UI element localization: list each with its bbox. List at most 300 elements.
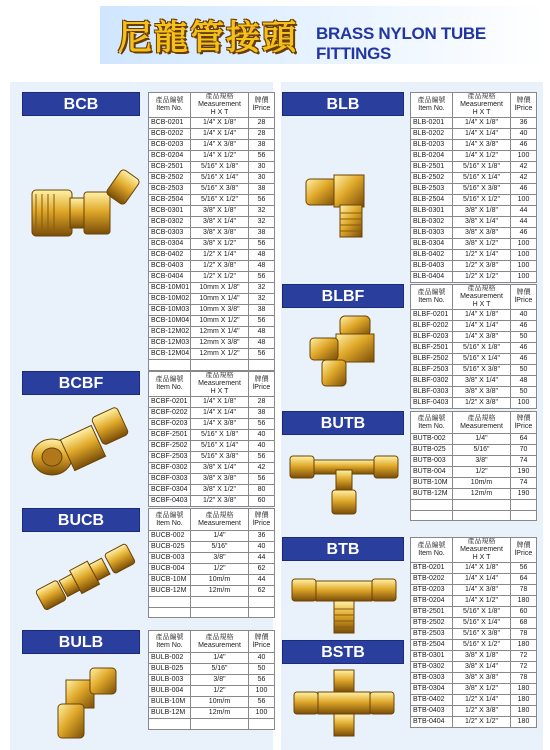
price-cell: 190 — [511, 489, 537, 500]
table-row — [149, 708, 275, 719]
item-no-cell: BLB-2504 — [411, 195, 453, 206]
butb-table-header-row — [411, 412, 537, 434]
price-cell: 60 — [249, 496, 275, 507]
price-cell: 100 — [511, 261, 537, 272]
item-no-cell: BULB-025 — [149, 664, 191, 675]
price-cell: 62 — [249, 586, 275, 597]
price-cell: 100 — [249, 686, 275, 697]
item-no-cell: BLBF-0403 — [411, 398, 453, 409]
table-row — [411, 343, 537, 354]
item-no-cell: BCBF-2503 — [149, 452, 191, 463]
measurement-cell: 5/16" X 3/8" — [453, 184, 511, 195]
header-item-no — [411, 285, 453, 310]
bstb-fitting-photo — [290, 668, 400, 740]
measurement-cell: 1/4" — [453, 434, 511, 445]
table-row — [149, 250, 275, 261]
price-cell: 46 — [511, 343, 537, 354]
measurement-cell: 5/16" — [191, 542, 249, 553]
blb-fitting-photo — [300, 155, 390, 245]
measurement-cell: 3/8" X 3/8" — [453, 673, 511, 684]
bulb-table — [148, 630, 275, 730]
item-no-cell: BCB-0402 — [149, 250, 191, 261]
item-no-cell: BLBF-2501 — [411, 343, 453, 354]
item-no-cell: BLBF-2502 — [411, 354, 453, 365]
table-row — [149, 228, 275, 239]
header-price — [511, 538, 537, 563]
measurement-cell: 5/16" X 1/8" — [191, 162, 249, 173]
price-cell: 48 — [249, 327, 275, 338]
price-cell: 60 — [511, 607, 537, 618]
measurement-cell: 5/16" X 1/2" — [453, 195, 511, 206]
bcbf-table-header-row — [149, 372, 275, 397]
header-measurement — [453, 285, 511, 310]
price-cell: 180 — [511, 596, 537, 607]
table-row — [411, 217, 537, 228]
empty-cell — [191, 607, 249, 618]
measurement-en: Measurement — [198, 519, 241, 527]
header-price — [249, 93, 275, 118]
item-no-cell: BCB-0203 — [149, 140, 191, 151]
empty-row — [411, 510, 537, 521]
item-no-cell: BCBF-0302 — [149, 463, 191, 474]
item-no-cell: BLB-0204 — [411, 151, 453, 162]
btb-table-header-row — [411, 538, 537, 563]
table-row — [149, 408, 275, 419]
measurement-cell: 1/2" — [191, 686, 249, 697]
item-no-cell: BUCB-002 — [149, 531, 191, 542]
price-cell: 180 — [511, 684, 537, 695]
measurement-cell: 3/8" X 1/8" — [453, 651, 511, 662]
bucb-fitting-photo — [30, 540, 140, 612]
item-no-cell: BLBF-0202 — [411, 321, 453, 332]
price-cell: 38 — [249, 140, 275, 151]
item-no-cell: BUTB-004 — [411, 467, 453, 478]
item-no-cell: BCB-0202 — [149, 129, 191, 140]
table-row — [411, 596, 537, 607]
measurement-zh: 產品規格 — [205, 93, 234, 100]
header-item-no — [411, 538, 453, 563]
price-cell: 50 — [511, 365, 537, 376]
section-bucb-banner: BUCB — [22, 508, 140, 532]
item-no-cell: BCBF-0203 — [149, 419, 191, 430]
price-cell: 38 — [249, 408, 275, 419]
table-row — [149, 697, 275, 708]
measurement-cell: 10mm X 1/4" — [191, 294, 249, 305]
table-row — [411, 489, 537, 500]
item-no-cell: BLB-2503 — [411, 184, 453, 195]
measurement-cell: 3/8" X 1/4" — [453, 662, 511, 673]
item-no-zh: 產品編號 — [155, 511, 184, 519]
item-no-cell: BLBF-0201 — [411, 310, 453, 321]
measurement-cell: 1/4" X 3/8" — [453, 585, 511, 596]
empty-cell — [249, 607, 275, 618]
price-cell: 32 — [249, 217, 275, 228]
blb-table-header-row — [411, 93, 537, 118]
item-no-cell: BCBF-2502 — [149, 441, 191, 452]
bucb-table — [148, 508, 275, 618]
item-no-zh: 產品編號 — [417, 542, 446, 549]
measurement-cell: 1/2" X 3/8" — [191, 261, 249, 272]
measurement-cell: 3/8" — [191, 553, 249, 564]
measurement-cell: 5/16" X 1/2" — [453, 640, 511, 651]
measurement-cell: 5/16" — [191, 664, 249, 675]
butb-fitting-photo — [286, 440, 402, 520]
item-no-cell: BUCB-12M — [149, 586, 191, 597]
table-row — [149, 496, 275, 507]
measurement-cell: 10mm X 3/8" — [191, 305, 249, 316]
measurement-cell: 10m/m — [191, 697, 249, 708]
table-row — [149, 162, 275, 173]
price-cell: 46 — [511, 354, 537, 365]
measurement-cell: 1/2" X 1/2" — [191, 272, 249, 283]
item-no-cell: BUTB-003 — [411, 456, 453, 467]
price-cell: 32 — [249, 283, 275, 294]
measurement-cell: 10m/m — [191, 575, 249, 586]
measurement-cell: 3/8" X 1/4" — [191, 463, 249, 474]
table-row — [411, 376, 537, 387]
table-row — [411, 173, 537, 184]
price-zh: 牌價 — [516, 414, 531, 422]
table-row — [411, 387, 537, 398]
table-row — [149, 531, 275, 542]
measurement-cell: 1/2" X 3/8" — [453, 398, 511, 409]
price-cell: 56 — [511, 563, 537, 574]
table-row — [411, 250, 537, 261]
measurement-cell: 1/4" X 1/8" — [453, 310, 511, 321]
item-no-zh: 產品編號 — [417, 289, 446, 296]
measurement-cell: 1/2" X 1/4" — [453, 250, 511, 261]
blbf-table-header-row — [411, 285, 537, 310]
table-row — [149, 474, 275, 485]
measurement-cell: 5/16" X 1/4" — [453, 173, 511, 184]
price-cell: 56 — [249, 675, 275, 686]
item-no-cell: BCB-0303 — [149, 228, 191, 239]
item-no-cell: BTB-2502 — [411, 618, 453, 629]
item-no-en: Item No. — [418, 105, 445, 112]
table-row — [149, 575, 275, 586]
measurement-zh: 產品規格 — [467, 414, 496, 422]
price-cell: 74 — [511, 478, 537, 489]
price-cell: 78 — [511, 585, 537, 596]
measurement-zh: 產品規格 — [467, 285, 496, 292]
item-no-cell: BCB-12M02 — [149, 327, 191, 338]
header-price — [511, 93, 537, 118]
item-no-cell: BUTB-10M — [411, 478, 453, 489]
measurement-cell: 1/2" X 3/8" — [453, 706, 511, 717]
measurement-dim: H X T — [472, 301, 491, 308]
measurement-cell: 12m/m — [191, 708, 249, 719]
price-zh: 牌價 — [254, 633, 269, 641]
item-no-cell: BCBF-2501 — [149, 430, 191, 441]
item-no-cell: BLB-0201 — [411, 118, 453, 129]
empty-row — [149, 607, 275, 618]
item-no-cell: BTB-0202 — [411, 574, 453, 585]
price-en: lPrice — [252, 519, 271, 527]
price-cell: 74 — [511, 456, 537, 467]
price-cell: 46 — [511, 321, 537, 332]
empty-row — [149, 597, 275, 608]
measurement-cell: 3/8" — [191, 675, 249, 686]
table-row — [411, 434, 537, 445]
measurement-dim: H X T — [210, 109, 229, 116]
table-row — [149, 553, 275, 564]
price-cell: 40 — [249, 441, 275, 452]
price-cell: 68 — [511, 618, 537, 629]
item-no-cell: BLB-0203 — [411, 140, 453, 151]
measurement-en: Measurement — [198, 101, 241, 108]
measurement-cell: 5/16" X 3/8" — [191, 452, 249, 463]
item-no-cell: BULB-004 — [149, 686, 191, 697]
price-cell: 42 — [249, 463, 275, 474]
measurement-zh: 產品規格 — [467, 93, 496, 100]
header-price — [511, 412, 537, 434]
table-row — [411, 662, 537, 673]
empty-cell — [191, 719, 249, 730]
measurement-cell: 1/4" X 3/8" — [191, 419, 249, 430]
item-no-cell: BCB-12M04 — [149, 349, 191, 360]
empty-cell — [249, 597, 275, 608]
item-no-cell: BULB-10M — [149, 697, 191, 708]
measurement-cell: 5/16" X 1/8" — [453, 162, 511, 173]
title-english: BRASS NYLON TUBE FITTINGS — [316, 24, 486, 63]
table-row — [149, 173, 275, 184]
measurement-en: Measurement — [460, 422, 503, 430]
measurement-en: Measurement — [460, 546, 503, 553]
price-cell: 56 — [249, 151, 275, 162]
price-zh: 牌價 — [516, 289, 531, 296]
item-no-cell: BCB-10M03 — [149, 305, 191, 316]
price-cell: 28 — [249, 397, 275, 408]
measurement-dim: H X T — [472, 554, 491, 561]
empty-row — [149, 360, 275, 371]
item-no-en: Item No. — [156, 384, 183, 391]
measurement-cell: 12mm X 1/2" — [191, 349, 249, 360]
item-no-cell: BCBF-0201 — [149, 397, 191, 408]
measurement-cell: 5/16" X 1/8" — [453, 607, 511, 618]
table-row — [411, 607, 537, 618]
item-no-cell: BTB-2503 — [411, 629, 453, 640]
item-no-cell: BLB-0302 — [411, 217, 453, 228]
item-no-cell: BLB-0301 — [411, 206, 453, 217]
item-no-cell: BLB-0403 — [411, 261, 453, 272]
table-row — [149, 653, 275, 664]
measurement-cell: 1/4" — [191, 531, 249, 542]
measurement-zh: 產品規格 — [205, 372, 234, 379]
blbf-table — [410, 284, 537, 409]
table-row — [411, 228, 537, 239]
item-no-cell: BUCB-10M — [149, 575, 191, 586]
section-bstb-banner: BSTB — [282, 640, 404, 664]
table-row — [411, 398, 537, 409]
price-zh: 牌價 — [254, 511, 269, 519]
price-cell: 56 — [249, 419, 275, 430]
item-no-cell: BTB-2504 — [411, 640, 453, 651]
price-cell: 40 — [511, 129, 537, 140]
price-cell: 50 — [511, 387, 537, 398]
price-en: lPrice — [252, 105, 271, 112]
price-cell: 46 — [511, 140, 537, 151]
table-row — [149, 586, 275, 597]
price-zh: 牌價 — [254, 376, 269, 383]
measurement-cell: 5/16" X 1/4" — [453, 354, 511, 365]
table-row — [411, 717, 537, 728]
header-measurement — [453, 538, 511, 563]
header-measurement — [191, 93, 249, 118]
btb-fitting-photo — [288, 565, 400, 637]
item-no-cell: BCB-10M04 — [149, 316, 191, 327]
header-measurement — [453, 93, 511, 118]
price-cell: 70 — [511, 445, 537, 456]
price-cell: 56 — [249, 272, 275, 283]
section-bcbf-banner: BCBF — [22, 371, 140, 395]
item-no-cell: BLBF-0303 — [411, 387, 453, 398]
item-no-cell: BLB-2502 — [411, 173, 453, 184]
empty-cell — [249, 360, 275, 371]
header-item-no — [149, 372, 191, 397]
price-cell: 78 — [511, 629, 537, 640]
item-no-cell: BLBF-2503 — [411, 365, 453, 376]
price-en: lPrice — [252, 641, 271, 649]
table-row — [411, 574, 537, 585]
empty-row — [149, 719, 275, 730]
table-row — [149, 430, 275, 441]
empty-cell — [149, 607, 191, 618]
item-no-cell: BCBF-0303 — [149, 474, 191, 485]
measurement-cell: 1/2" X 3/8" — [191, 496, 249, 507]
header-measurement — [191, 631, 249, 653]
blbf-fitting-photo — [306, 312, 392, 392]
item-no-en: Item No. — [156, 519, 183, 527]
table-row — [149, 441, 275, 452]
price-cell: 56 — [249, 239, 275, 250]
header-item-no — [149, 631, 191, 653]
price-cell: 30 — [249, 162, 275, 173]
item-no-cell: BCB-0201 — [149, 118, 191, 129]
measurement-cell: 5/16" X 1/2" — [191, 195, 249, 206]
measurement-cell: 12mm X 3/8" — [191, 338, 249, 349]
measurement-zh: 產品規格 — [205, 633, 234, 641]
measurement-cell: 3/8" X 3/8" — [453, 228, 511, 239]
table-row — [149, 463, 275, 474]
price-cell: 48 — [249, 250, 275, 261]
price-cell: 100 — [511, 195, 537, 206]
price-cell: 44 — [249, 575, 275, 586]
measurement-cell: 12mm X 1/4" — [191, 327, 249, 338]
header-item-no — [411, 93, 453, 118]
empty-cell — [149, 719, 191, 730]
table-row — [411, 310, 537, 321]
item-no-cell: BULB-12M — [149, 708, 191, 719]
table-row — [149, 397, 275, 408]
price-cell: 42 — [511, 173, 537, 184]
item-no-cell: BCB-2501 — [149, 162, 191, 173]
empty-cell — [191, 597, 249, 608]
price-en: lPrice — [514, 422, 533, 430]
item-no-cell: BLB-0303 — [411, 228, 453, 239]
item-no-cell: BLB-0202 — [411, 129, 453, 140]
price-cell: 40 — [249, 653, 275, 664]
empty-cell — [511, 510, 537, 521]
measurement-cell: 12m/m — [191, 586, 249, 597]
price-cell: 46 — [511, 184, 537, 195]
table-row — [149, 419, 275, 430]
price-en: lPrice — [252, 384, 271, 391]
measurement-cell: 3/8" X 1/4" — [453, 217, 511, 228]
table-row — [149, 675, 275, 686]
empty-cell — [149, 360, 191, 371]
table-row — [411, 151, 537, 162]
table-row — [411, 239, 537, 250]
item-no-cell: BCB-0301 — [149, 206, 191, 217]
price-cell: 100 — [511, 239, 537, 250]
price-cell: 72 — [511, 662, 537, 673]
measurement-cell: 5/16" X 1/8" — [191, 430, 249, 441]
header-item-no — [411, 412, 453, 434]
price-cell: 38 — [249, 184, 275, 195]
bucb-table-header-row — [149, 509, 275, 531]
table-row — [411, 673, 537, 684]
measurement-cell: 1/2" — [191, 564, 249, 575]
bcb-table — [148, 92, 275, 371]
measurement-cell: 5/16" X 3/8" — [453, 365, 511, 376]
table-row — [411, 261, 537, 272]
item-no-cell: BLBF-0302 — [411, 376, 453, 387]
table-row — [149, 239, 275, 250]
measurement-dim: H X T — [210, 388, 229, 395]
price-cell: 44 — [511, 206, 537, 217]
measurement-cell: 1/4" X 3/8" — [191, 140, 249, 151]
item-no-cell: BCB-0204 — [149, 151, 191, 162]
item-no-cell: BULB-002 — [149, 653, 191, 664]
table-row — [411, 129, 537, 140]
item-no-cell: BTB-0404 — [411, 717, 453, 728]
measurement-zh: 產品規格 — [205, 511, 234, 519]
table-row — [411, 651, 537, 662]
header-measurement — [191, 509, 249, 531]
table-row — [411, 467, 537, 478]
item-no-zh: 產品編號 — [417, 97, 446, 104]
item-no-en: Item No. — [156, 641, 183, 649]
table-row — [411, 321, 537, 332]
measurement-cell: 1/4" X 1/4" — [191, 129, 249, 140]
table-row — [149, 564, 275, 575]
item-no-cell: BTB-2501 — [411, 607, 453, 618]
table-row — [149, 686, 275, 697]
price-cell: 64 — [511, 434, 537, 445]
price-cell: 56 — [249, 452, 275, 463]
measurement-cell: 3/8" X 1/4" — [191, 217, 249, 228]
price-cell: 78 — [511, 673, 537, 684]
item-no-cell: BCB-12M03 — [149, 338, 191, 349]
bcbf-table — [148, 371, 275, 507]
price-cell: 48 — [249, 338, 275, 349]
item-no-en: Item No. — [418, 422, 445, 430]
measurement-cell: 3/8" — [453, 456, 511, 467]
section-butb-banner: BUTB — [282, 411, 404, 435]
table-row — [149, 664, 275, 675]
price-cell: 50 — [249, 664, 275, 675]
table-row — [411, 618, 537, 629]
price-cell: 32 — [249, 294, 275, 305]
title-chinese: 尼龍管接頭 — [118, 18, 298, 58]
price-en: lPrice — [514, 550, 533, 557]
item-no-zh: 產品編號 — [155, 633, 184, 641]
item-no-cell: BUCB-004 — [149, 564, 191, 575]
measurement-cell: 3/8" X 1/2" — [453, 684, 511, 695]
item-no-zh: 產品編號 — [155, 97, 184, 104]
item-no-cell: BCBF-0304 — [149, 485, 191, 496]
item-no-cell: BTB-0201 — [411, 563, 453, 574]
